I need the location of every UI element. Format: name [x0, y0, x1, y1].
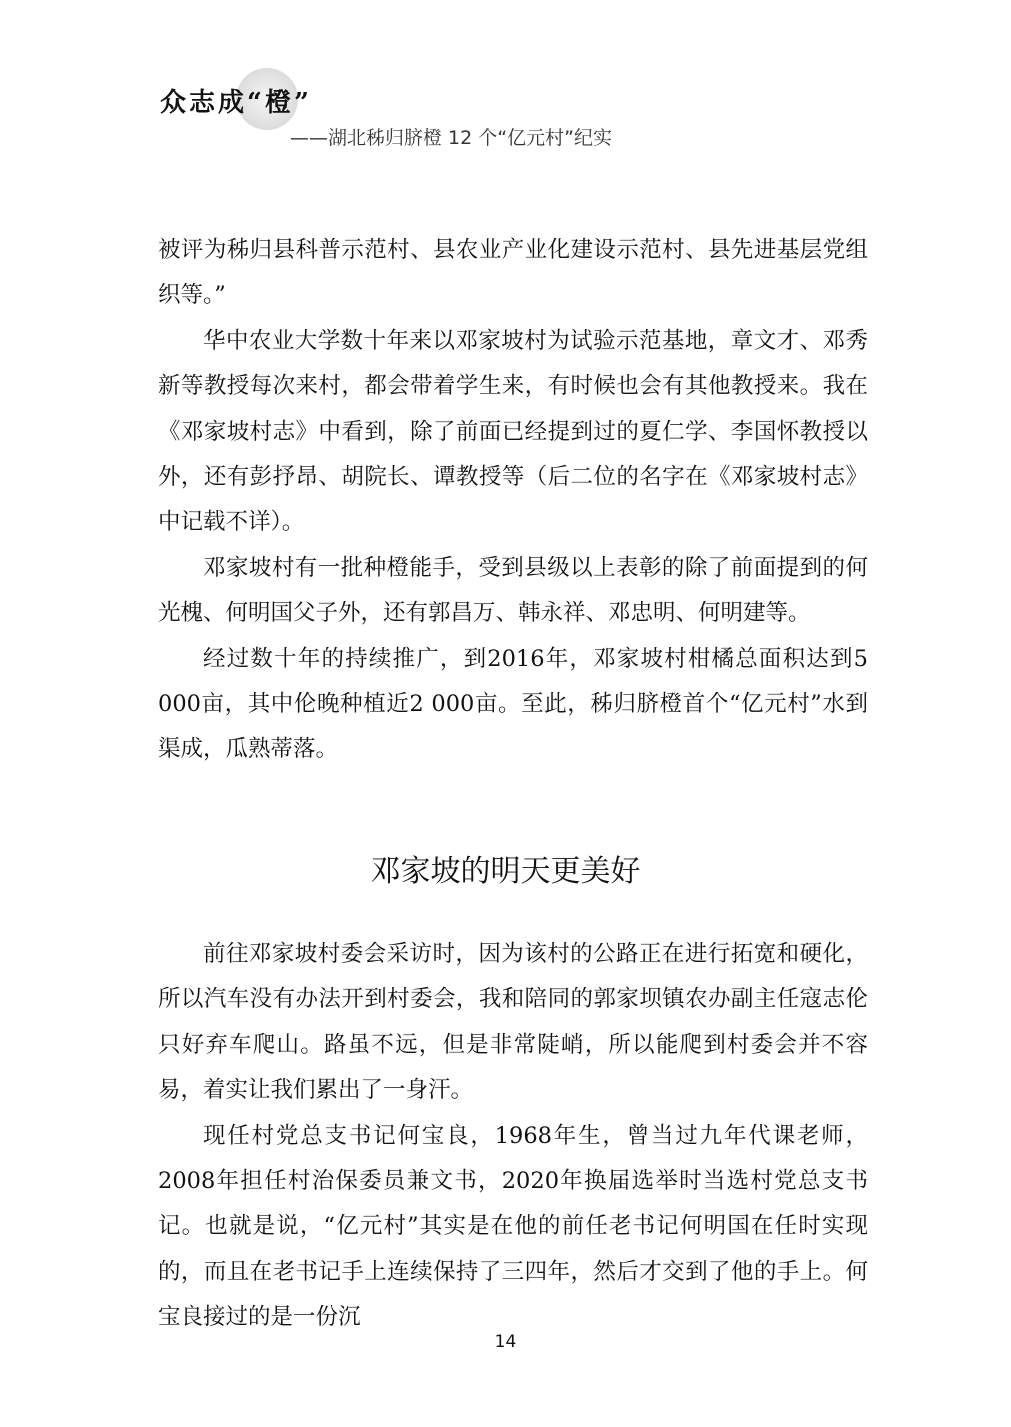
section-heading: 邓家坡的明天更美好	[370, 854, 641, 889]
book-title: 众志成“橙”	[160, 88, 312, 118]
paragraph: 现任村党总支书记何宝良，1968年生，曾当过九年代课老师，2008年担任村治保委员兼文书，2020年换届选举时当选村党总支书记。也就是说，“亿元村”其实是在他的前任老书记何明国在任时实现的，而且在老书记手上连续保持了三四年，然后才交到了他的手上。何宝良接过的是一份沉	[158, 1122, 868, 1331]
page-number: 14	[494, 1332, 517, 1352]
paragraph: 前往邓家坡村委会采访时，因为该村的公路正在进行拓宽和硬化，所以汽车没有办法开到村委会，我和陪同的郭家坝镇农办副主任寇志伦只好弃车爬山。路虽不远，但是非常陡峭，所以能爬到村委会并不容易，着实让我们累出了一身汗。	[158, 941, 868, 1104]
section-1-body	[158, 228, 868, 773]
paragraph: 被评为秭归县科普示范村、县农业产业化建设示范村、县先进基层党组织等。”	[158, 237, 868, 309]
running-header	[0, 0, 1011, 170]
section-2-body	[158, 932, 868, 1341]
book-subtitle: ——湖北秭归脐橙 12 个“亿元村”纪实	[290, 127, 612, 149]
paragraph: 经过数十年的持续推广，到2016年，邓家坡村柑橘总面积达到5 000亩，其中伦晚种植近2 000亩。至此，秭归脐橙首个“亿元村”水到渠成，瓜熟蒂落。	[158, 645, 868, 763]
paragraph: 华中农业大学数十年来以邓家坡村为试验示范基地，章文才、邓秀新等教授每次来村，都会带着学生来，有时候也会有其他教授来。我在《邓家坡村志》中看到，除了前面已经提到过的夏仁学、李国怀教授以外，还有彭抒昂、胡院长、谭教授等（后二位的名字在《邓家坡村志》中记载不详）。	[158, 327, 868, 536]
paragraph: 邓家坡村有一批种橙能手，受到县级以上表彰的除了前面提到的何光槐、何明国父子外，还有郭昌万、韩永祥、邓忠明、何明建等。	[158, 554, 868, 627]
